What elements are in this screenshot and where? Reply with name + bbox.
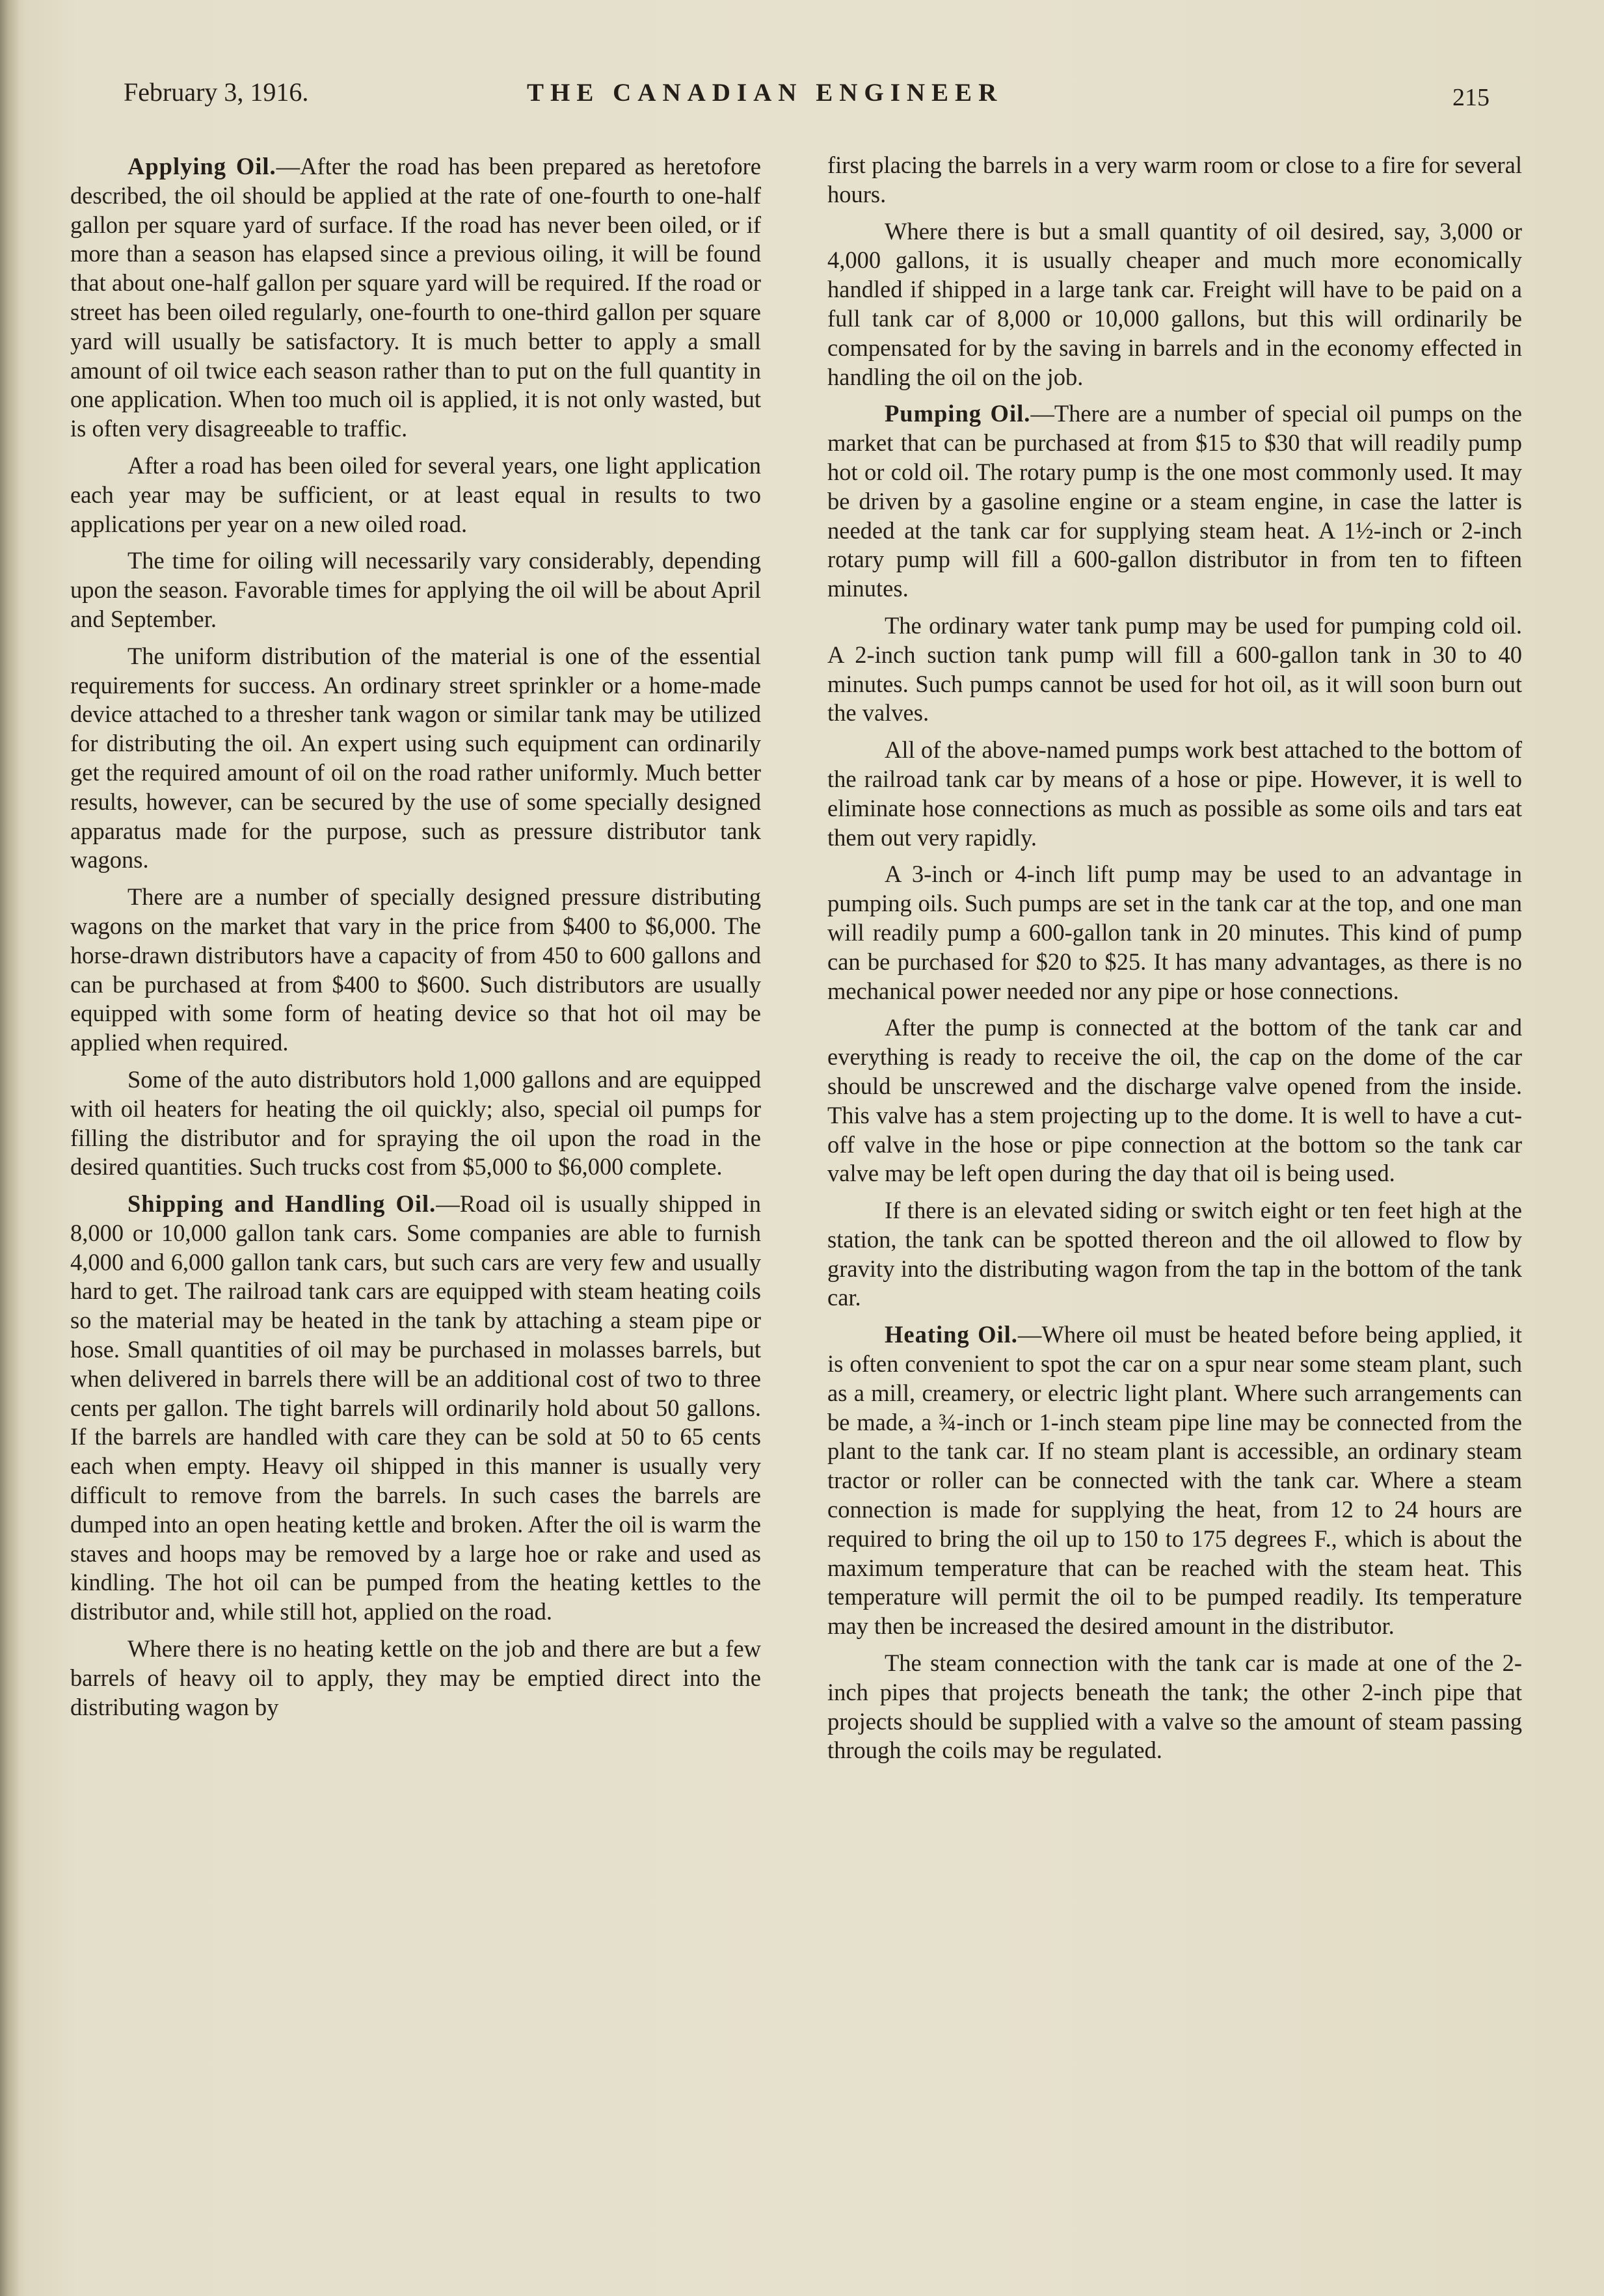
paragraph-text: The uniform distribution of the material is one of the essential requirements for success. An ordinary street sprinkler or a home-made device attached to a thresher tank wagon or similar tank may be utilized for distributing the oil. An expert using such equipment can ordinarily get the required amount of oil on the road rather uniformly. Much better results, however, can be secured by the use of some specially designed apparatus made for the purpose, such as pressure distributor tank wagons. [70, 642, 761, 874]
paragraph [70, 546, 761, 634]
paragraph [70, 152, 761, 444]
binding-shadow [0, 0, 20, 2296]
paragraph [827, 736, 1522, 852]
paragraph [70, 1190, 761, 1627]
right-column [827, 151, 1522, 1773]
page-number: 215 [1452, 84, 1490, 111]
section-heading: Pumping Oil. [885, 400, 1031, 427]
paragraph-text: After a road has been oiled for several years, one light application each year may be sufficient, or at least equal in results to two applications per year on a new oiled road. [70, 451, 761, 537]
paragraph-text: —Where oil must be heated before being applied, it is often convenient to spot the car on a spur near some steam plant, such as a mill, creamery, or electric light plant. Where such arrangements can be made, a ¾-inch or 1-inch steam pipe line may be connected from the plant to the tank car. If no steam plant is accessible, an ordinary steam tractor or roller can be connected with the tank car. Where a steam connection is made for supplying the heat, from 12 to 24 hours are required to bring the oil up to 150 to 175 degrees F., which is about the maximum temperature that can be reached with the steam heat. This temperature will permit the oil to be pumped readily. Its temperature may then be increased the desired amount in the distributor. [827, 1321, 1523, 1640]
section-heading: Shipping and Handling Oil. [127, 1190, 436, 1218]
issue-date: February 3, 1916. [124, 77, 309, 107]
paragraph [70, 451, 761, 539]
page-header [124, 77, 1490, 116]
left-column [70, 152, 761, 1729]
paragraph-text: If there is an elevated siding or switch eight or ten feet high at the station, the tank can be spotted thereon and the oil allowed to flow by gravity into the distributing wagon from the tap in the bottom of the tank car. [827, 1197, 1522, 1311]
paragraph-text: Where there is but a small quantity of oil desired, say, 3,000 or 4,000 gallons, it is usually cheaper and much more economically handled if shipped in a large tank car. Freight will have to be paid on a full tank car of 8,000 or 10,000 gallons, but this will ordinarily be compensated for by the saving in barrels and in the economy effected in handling the oil on the job. [827, 217, 1522, 390]
paragraph [827, 860, 1522, 1006]
paragraph [70, 883, 761, 1058]
paragraph [827, 399, 1522, 604]
paragraph-text: —After the road has been prepared as heretofore described, the oil should be applied at the rate of one-fourth to one-half gallon per square yard of surface. If the road has never been oiled, or if more than a season has elapsed since a previous oiling, it will be found that about one-half gallon per square yard will be required. If the road or street has been oiled regularly, one-fourth to one-third gallon per square yard will usually be satisfactory. It is much better to apply a small amount of oil twice each season rather than to put on the full quantity in one application. When too much oil is applied, it is not only wasted, but is often very disagreeable to traffic. [70, 153, 761, 442]
paragraph [70, 642, 761, 875]
paragraph-text: —Road oil is usually shipped in 8,000 or 10,000 gallon tank cars. Some companies are able to furnish 4,000 and 6,000 gallon tank cars, but such cars are very few and usually hard to get. The railroad tank cars are equipped with steam heating coils so the material may be heated in the tank by attaching a steam pipe or hose. Small quantities of oil may be purchased in molasses barrels, but when delivered in barrels there will be an additional cost of two to three cents per gallon. The tight barrels will ordinarily hold about 50 gallons. If the barrels are handled with care they can be sold at 50 to 65 cents each when empty. Heavy oil shipped in this manner is usually very difficult to remove from the barrels. In such cases the barrels are dumped into an open heating kettle and broken. After the oil is warm the staves and hoops may be removed by a large hoe or rake and used as kindling. The hot oil can be pumped from the heating kettles to the distributor and, while still hot, applied on the road. [70, 1190, 762, 1625]
paragraph-text: All of the above-named pumps work best attached to the bottom of the railroad tank car by means of a hose or pipe. However, it is well to eliminate hose connections as much as possible as some oils and tars eat them out very rapidly. [827, 736, 1522, 851]
paragraph [827, 1196, 1522, 1313]
paragraph-text: —There are a number of special oil pumps on the market that can be purchased at from $15 to $30 that will readily pump hot or cold oil. The rotary pump is the one most commonly used. It may be driven by a gasoline engine or a steam engine, in case the latter is needed at the tank car for supplying steam heat. A 1½-inch or 2-inch rotary pump will fill a 600-gallon distributor in from ten to fifteen minutes. [827, 400, 1522, 602]
paragraph-text: A 3-inch or 4-inch lift pump may be used to an advantage in pumping oils. Such pumps are set in the tank car at the top, and one man will readily pump a 600-gallon tank in 20 minutes. This kind of pump can be purchased for $20 to $25. It has many advantages, as there is no mechanical power needed nor any pipe or hose connections. [827, 861, 1522, 1004]
paragraph [827, 151, 1522, 209]
paragraph [70, 1635, 761, 1722]
paragraph-text: Where there is no heating kettle on the job and there are but a few barrels of heavy oil to apply, they may be emptied direct into the distributing wagon by [70, 1635, 761, 1720]
section-heading: Heating Oil. [885, 1321, 1018, 1348]
section-heading: Applying Oil. [127, 153, 276, 180]
paragraph [827, 1649, 1522, 1765]
paragraph [70, 1065, 761, 1182]
paragraph [827, 611, 1522, 728]
paragraph-text: The ordinary water tank pump may be used for pumping cold oil. A 2-inch suction tank pump will fill a 600-gallon tank in 30 to 40 minutes. Such pumps cannot be used for hot oil, as it will soon burn out the valves. [827, 611, 1522, 727]
paragraph-text: The steam connection with the tank car is made at one of the 2-inch pipes that projects beneath the tank; the other 2-inch pipe that projects should be supplied with a valve so the amount of steam passing through the coils may be regulated. [827, 1649, 1522, 1764]
paragraph [827, 1013, 1522, 1188]
paragraph [827, 217, 1522, 392]
paragraph-text: Some of the auto distributors hold 1,000 gallons and are equipped with oil heaters for heating the oil quickly; also, special oil pumps for filling the distributor and for spraying the oil upon the road in the desired quantities. Such trucks cost from $5,000 to $6,000 complete. [70, 1065, 761, 1181]
paragraph-text: After the pump is connected at the bottom of the tank car and everything is ready to receive the oil, the cap on the dome of the car should be unscrewed and the discharge valve opened from the inside. This valve has a stem projecting up to the dome. It is well to have a cut-off valve in the hose or pipe connection at the bottom so the tank car valve may be left open during the day that oil is being used. [827, 1014, 1522, 1187]
paragraph [827, 1320, 1522, 1641]
paragraph-text: There are a number of specially designed pressure distributing wagons on the market that vary in the price from $400 to $6,000. The horse-drawn distributors have a capacity of from 450 to 600 gallons and can be purchased at from $400 to $600. Such distributors are usually equipped with some form of heating device so that hot oil may be applied when required. [70, 883, 761, 1056]
journal-title: THE CANADIAN ENGINEER [527, 79, 1004, 107]
paragraph-text: first placing the barrels in a very warm room or close to a fire for several hours. [827, 152, 1522, 207]
paragraph-text: The time for oiling will necessarily vary considerably, depending upon the season. Favorable times for applying the oil will be about April and September. [70, 547, 761, 632]
